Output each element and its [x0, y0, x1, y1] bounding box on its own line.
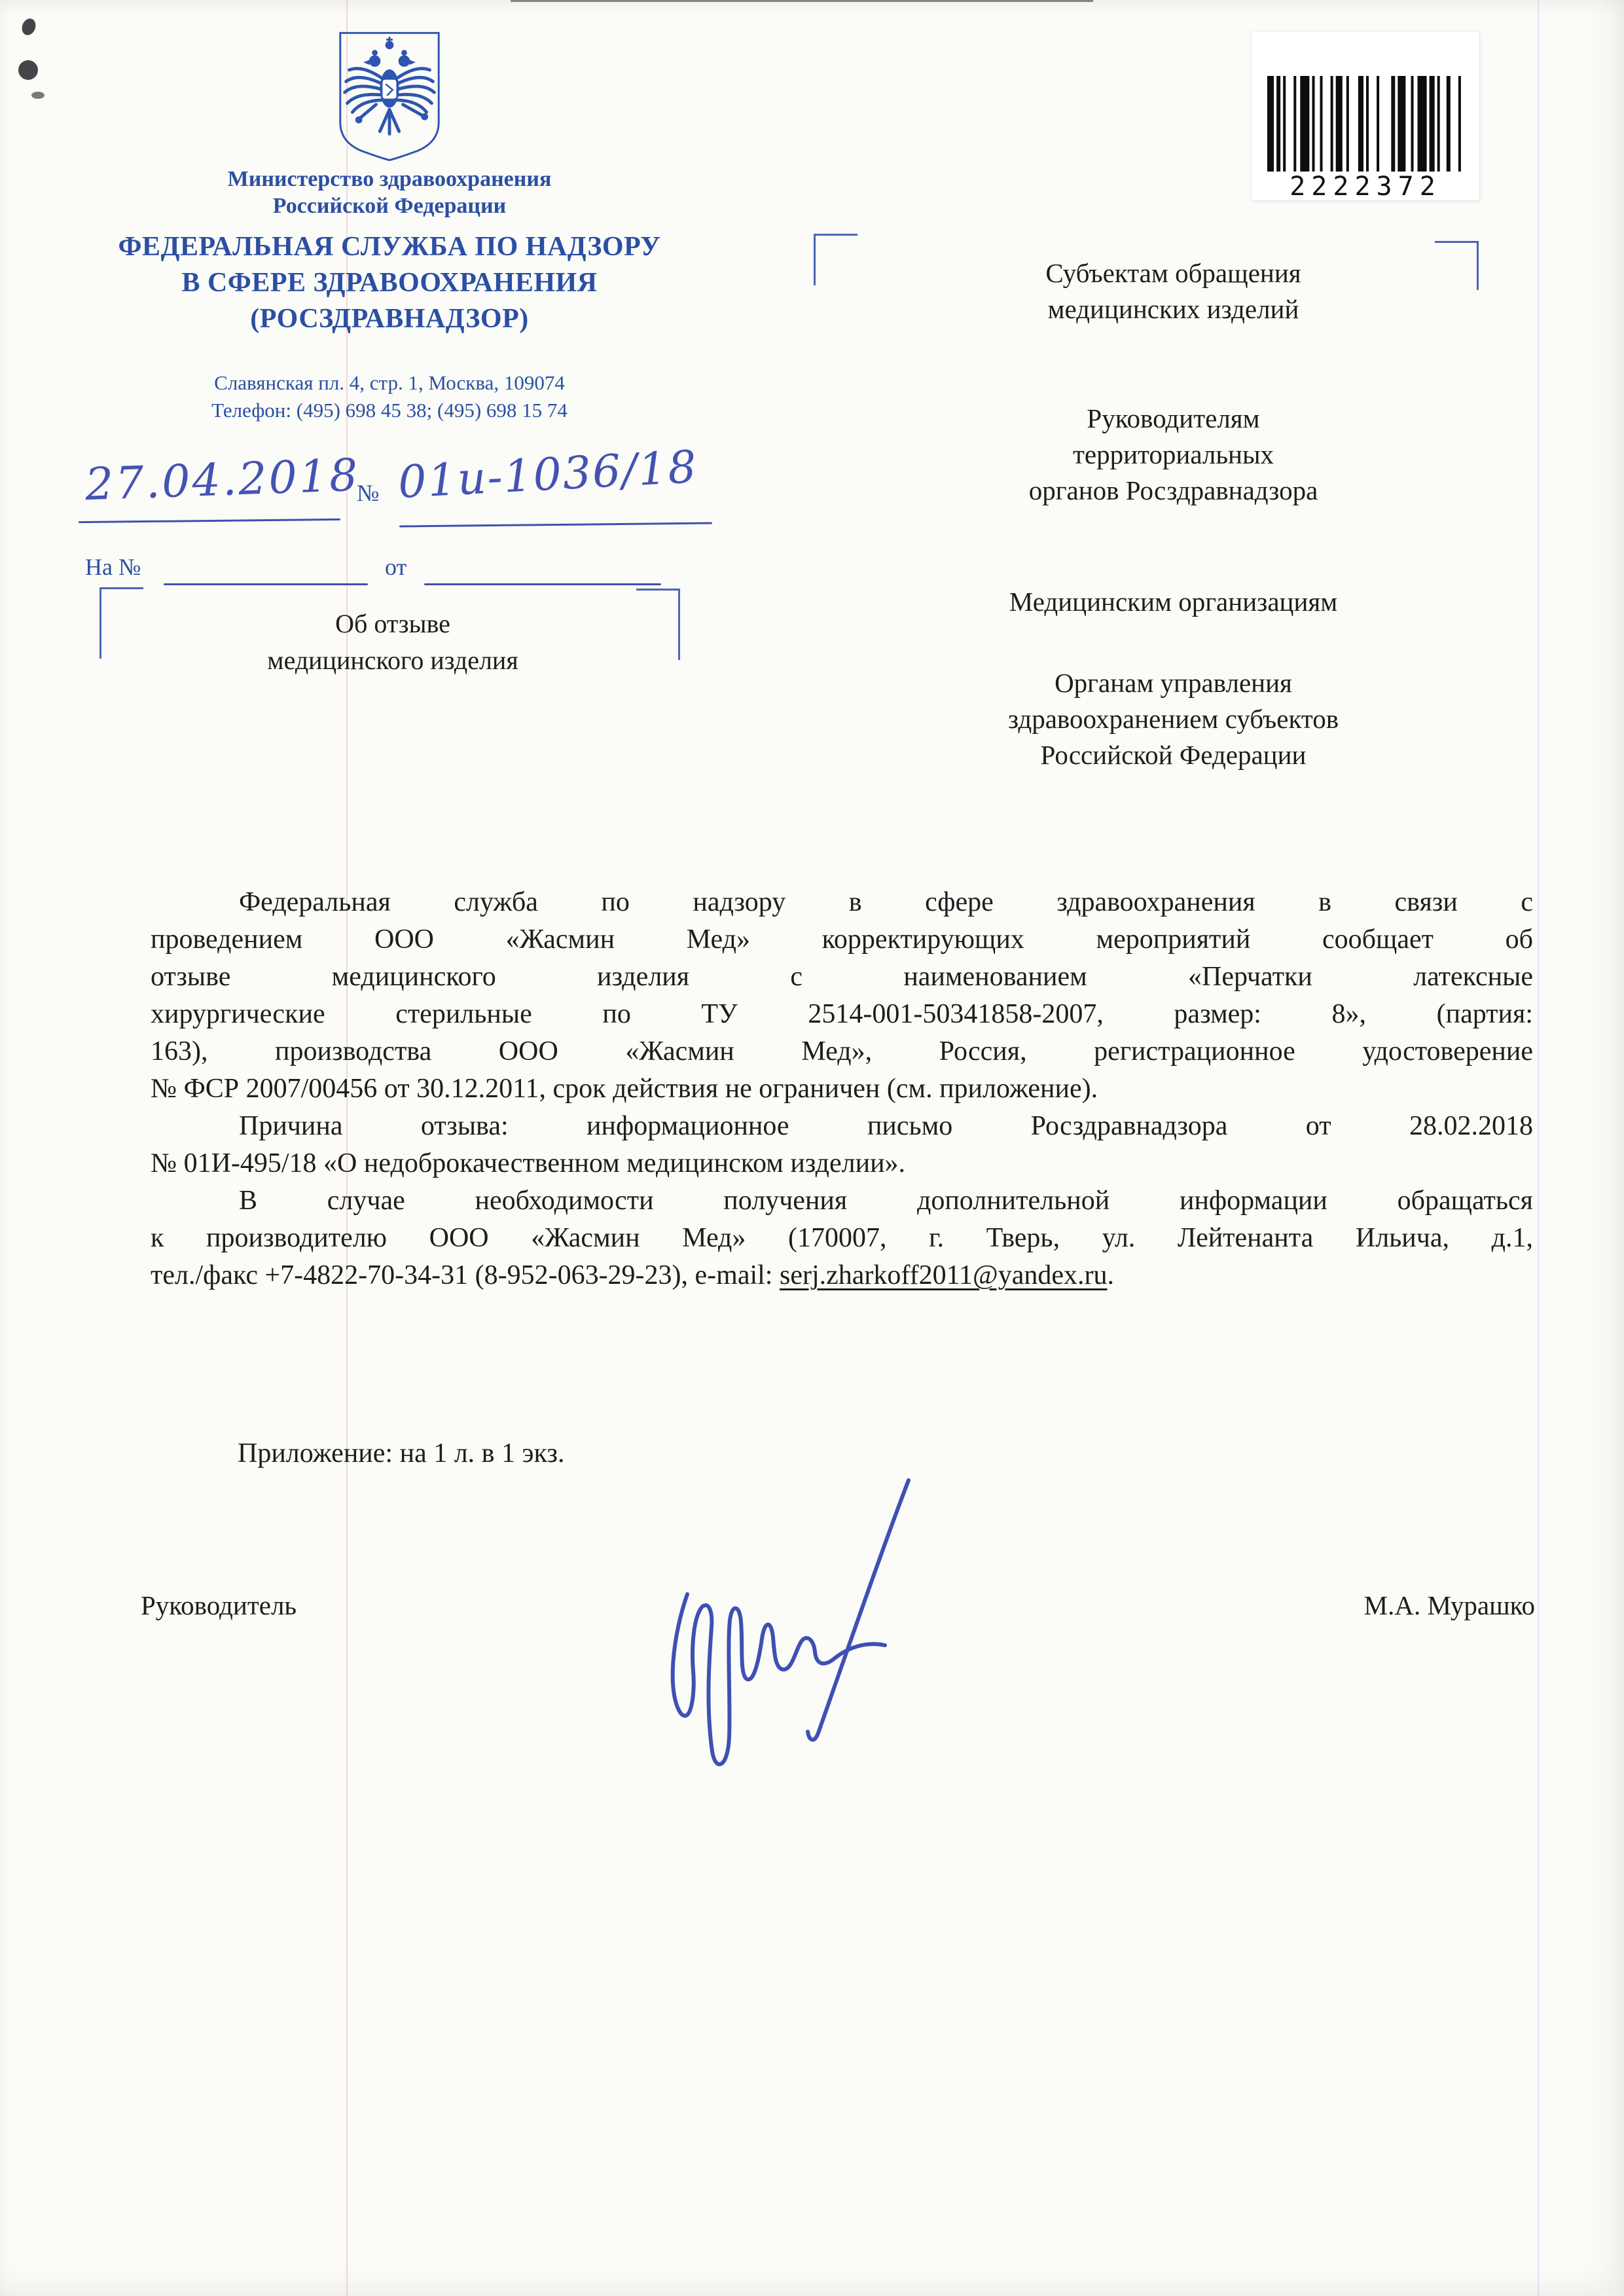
ministry-name-line2: Российской Федерации — [272, 194, 507, 218]
scan-top-edge-line — [511, 0, 1093, 2]
reply-from-label: от — [385, 554, 407, 580]
attachment-note: Приложение: на 1 л. в 1 экз. — [238, 1438, 565, 1468]
recipient-line: Медицинским организациям — [1009, 587, 1338, 617]
body-line: проведением ООО «Жасмин Мед» корректирующих мероприятий сообщает об — [151, 924, 1533, 955]
subject-line2: медицинского изделия — [267, 646, 518, 675]
body-line: № 01И-495/18 «О недоброкачественном медицинском изделии». — [151, 1148, 906, 1178]
recipient-line: здравоохранением субъектов — [1007, 704, 1339, 734]
signer-name: М.А. Мурашко — [1363, 1590, 1535, 1620]
handwritten-number: 01и-1036/18 — [397, 441, 699, 509]
reply-date-blank — [424, 583, 661, 585]
recipient-line: Руководителям — [1087, 403, 1260, 433]
recipient-line: органов Росздравнадзора — [1028, 475, 1318, 505]
body-line — [151, 1257, 1533, 1294]
ink-smudge — [31, 92, 45, 99]
barcode-icon — [1267, 76, 1465, 172]
body-line: 163), производства ООО «Жасмин Мед», Россия, регистрационное удостоверение — [151, 1036, 1533, 1066]
service-name-line2: В СФЕРЕ ЗДРАВООХРАНЕНИЯ — [181, 268, 598, 298]
russian-coat-of-arms-icon — [335, 26, 444, 164]
barcode-sticker — [1252, 31, 1479, 200]
recipient-line: медицинских изделий — [1047, 294, 1299, 324]
letter-body — [151, 884, 1533, 1294]
letterhead-address: Славянская пл. 4, стр. 1, Москва, 109074 — [214, 371, 565, 394]
body-line: В случае необходимости получения дополнительной информации обращаться — [239, 1186, 1533, 1216]
contact-text-end: . — [1107, 1260, 1114, 1290]
date-underline — [79, 519, 340, 523]
reply-number-blank — [164, 583, 368, 585]
body-line: отзыве медицинского изделия с наименованием «Перчатки латексные — [151, 962, 1533, 992]
reply-to-label: На № — [85, 554, 141, 580]
number-sign-label: № — [357, 480, 380, 506]
service-name-line3: (РОСЗДРАВНАДЗОР) — [250, 304, 529, 334]
body-line: хирургические стерильные по ТУ 2514-001-50341858-2007, размер: 8», (партия: — [151, 999, 1533, 1029]
body-line: к производителю ООО «Жасмин Мед» (170007, г. Тверь, ул. Лейтенанта Ильича, д.1, — [151, 1223, 1533, 1253]
handwritten-date: 27.04.2018 — [84, 449, 361, 511]
contact-text: тел./факс +7-4822-70-34-31 (8-952-063-29-23), e-mail: — [151, 1260, 780, 1290]
subject-line1: Об отзыве — [335, 609, 450, 638]
recipient-line: Субъектам обращения — [1045, 258, 1301, 288]
email-address: serj.zharkoff2011@yandex.ru — [779, 1260, 1108, 1290]
ink-smudge — [16, 58, 41, 82]
ink-smudge — [20, 16, 38, 37]
recipient-line: территориальных — [1072, 439, 1274, 469]
service-name-line1: ФЕДЕРАЛЬНАЯ СЛУЖБА ПО НАДЗОРУ — [118, 232, 661, 262]
letterhead-phone: Телефон: (495) 698 45 38; (495) 698 15 74 — [211, 399, 568, 422]
body-line: Федеральная служба по надзору в сфере здравоохранения в связи с — [239, 887, 1533, 917]
recipient-line: Российской Федерации — [1040, 740, 1307, 770]
signer-title: Руководитель — [141, 1590, 297, 1620]
ministry-name-line1: Министерство здравоохранения — [227, 167, 552, 191]
number-underline — [399, 522, 712, 527]
handwritten-signature — [589, 1476, 956, 1791]
vertical-scan-line — [1538, 0, 1539, 2296]
barcode-number: 2222372 — [1290, 172, 1441, 202]
recipient-line: Органам управления — [1055, 668, 1292, 698]
body-line: № ФСР 2007/00456 от 30.12.2011, срок действия не ограничен (см. приложение). — [151, 1074, 1098, 1104]
body-line: Причина отзыва: информационное письмо Росздравнадзора от 28.02.2018 — [239, 1111, 1533, 1141]
